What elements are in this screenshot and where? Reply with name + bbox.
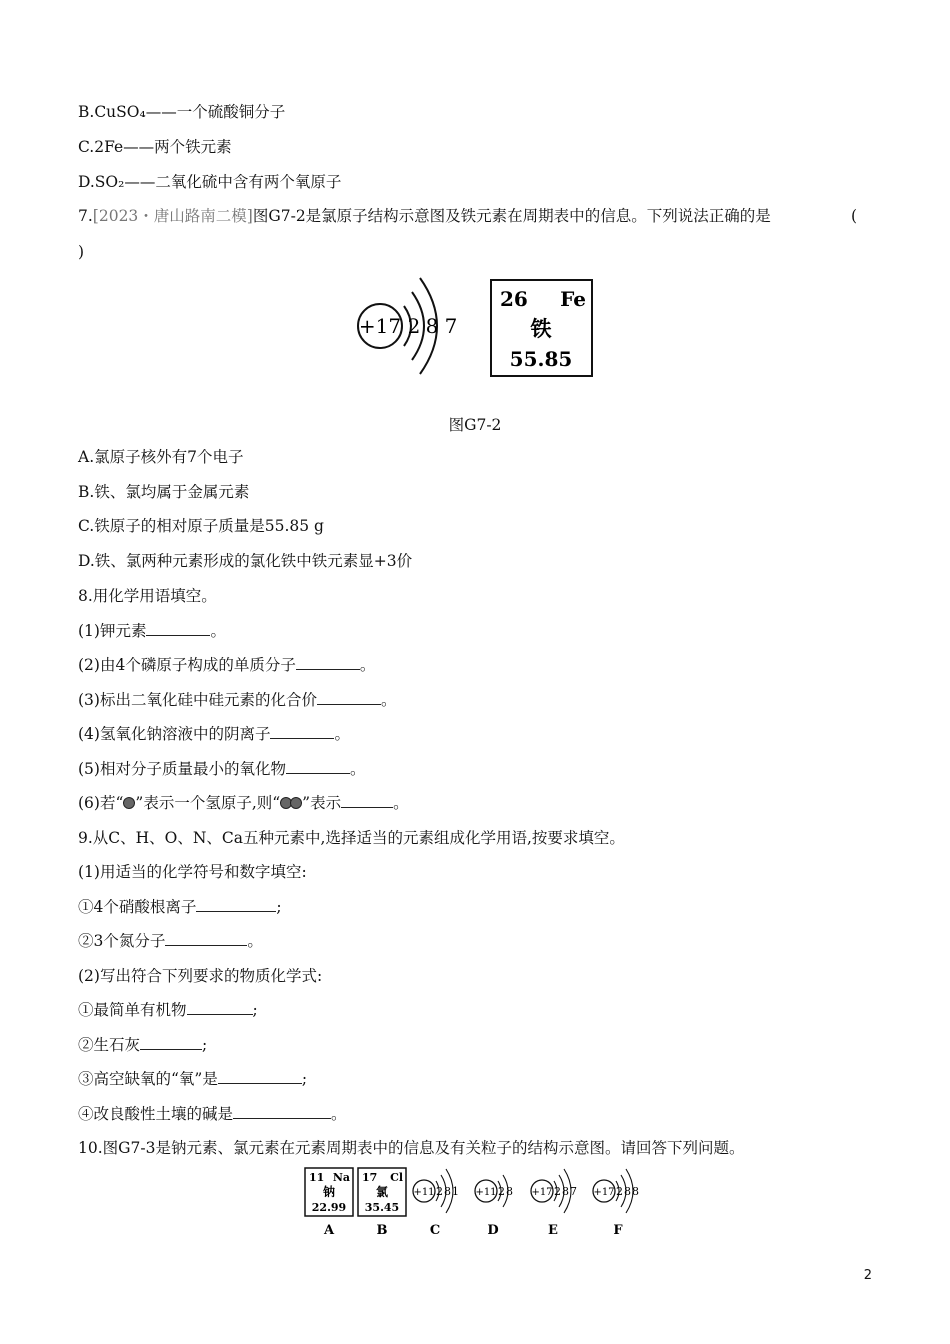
q9-part2-item-4 <box>78 1104 347 1124</box>
answer-blank[interactable] <box>140 1035 202 1050</box>
answer-blank[interactable] <box>165 931 247 946</box>
q7-stem <box>78 206 771 226</box>
q7-option-b: B.铁、氯均属于金属元素 <box>78 483 250 501</box>
iron-symbol: Fe <box>560 287 586 311</box>
particle-c-nucleus: +11 <box>413 1187 435 1198</box>
q9-part1-item-1-text: ①4个硝酸根离子 <box>78 898 197 916</box>
answer-blank[interactable] <box>317 690 381 705</box>
q9-part2-item-3-end: ; <box>301 1070 308 1088</box>
sodium-atomic-number: 11 <box>309 1171 325 1184</box>
shell-count-2: 8 <box>425 314 439 338</box>
q9-part1-item-2-end: 。 <box>247 932 263 950</box>
page-number: 2 <box>863 1268 872 1283</box>
particle-d-nucleus: +11 <box>475 1187 497 1198</box>
q9-part2-item-1 <box>78 1000 258 1020</box>
q9-part2-item-4-text: ④改良酸性土壤的碱是 <box>78 1105 234 1123</box>
q9-part-1: (1)用适当的化学符号和数字填空: <box>78 863 307 881</box>
q9-part2-item-2-text: ②生石灰 <box>78 1036 141 1054</box>
chlorine-symbol: Cl <box>390 1171 403 1184</box>
q9-part-2: (2)写出符合下列要求的物质化学式: <box>78 967 323 985</box>
q8-item-5-text: (5)相对分子质量最小的氧化物 <box>78 760 286 778</box>
q8-item-1 <box>78 621 226 641</box>
q9-part2-item-2-end: ; <box>202 1036 208 1054</box>
q7-citation: [2023・唐山路南二模] <box>92 207 253 225</box>
chlorine-atomic-mass: 35.45 <box>364 1201 400 1214</box>
q8-item-6 <box>78 793 409 813</box>
q8-item-1-text: (1)钾元素 <box>78 622 147 640</box>
particle-e-nucleus: +17 <box>531 1187 553 1198</box>
shell-count-3: 7 <box>444 314 458 338</box>
answer-blank[interactable] <box>233 1104 331 1119</box>
answer-blank[interactable] <box>270 724 334 739</box>
q8-item-5 <box>78 759 365 779</box>
chlorine-nucleus-charge: +17 <box>358 314 402 338</box>
answer-blank[interactable] <box>296 655 360 670</box>
q8-item-2-text: (2)由4个磷原子构成的单质分子 <box>78 656 296 674</box>
sodium-symbol: Na <box>332 1171 350 1184</box>
sodium-atomic-mass: 22.99 <box>311 1201 347 1214</box>
q10-stem: 10.图G7-3是钠元素、氯元素在元素周期表中的信息及有关粒子的结构示意图。请回答下列问题。 <box>78 1139 745 1157</box>
q9-part2-item-3 <box>78 1069 307 1089</box>
label-c: C <box>429 1223 441 1238</box>
iron-atomic-mass: 55.85 <box>509 347 573 371</box>
q8-item-6-end: 。 <box>393 794 409 812</box>
q8-item-1-end: 。 <box>210 622 226 640</box>
answer-blank[interactable] <box>187 1000 253 1015</box>
particle-f-nucleus: +17 <box>593 1187 615 1198</box>
label-e: E <box>548 1223 558 1238</box>
q9-part2-item-4-end: 。 <box>331 1105 347 1123</box>
q9-part2-item-1-text: ①最简单有机物 <box>78 1001 187 1019</box>
q7-paren-open: ( <box>851 207 858 225</box>
iron-element-tile <box>491 280 592 376</box>
answer-blank[interactable] <box>196 897 276 912</box>
iron-atomic-number: 26 <box>500 287 528 311</box>
q9-part2-item-2 <box>78 1035 207 1055</box>
label-d: D <box>487 1223 499 1238</box>
q8-item-4-end: 。 <box>334 725 350 743</box>
q8-item-3 <box>78 690 396 710</box>
q8-item-6-part-2: ”表示一个氢原子,则“ <box>135 794 281 812</box>
particle-f-shells: 288 <box>616 1185 640 1198</box>
q8-item-6-part-3: ”表示 <box>302 794 342 812</box>
q6-option-c: C.2Fe——两个铁元素 <box>78 138 232 156</box>
q7-number: 7. <box>78 207 93 225</box>
particle-e-diagram <box>531 1169 578 1238</box>
hydrogen-molecule-icon <box>280 794 302 812</box>
q10-figure <box>300 1163 660 1243</box>
q7-stem-text: 图G7-2是氯原子结构示意图及铁元素在周期表中的信息。下列说法正确的是 <box>252 207 771 225</box>
q9-stem: 9.从C、H、O、N、Ca五种元素中,选择适当的元素组成化学用语,按要求填空。 <box>78 829 625 847</box>
hydrogen-atom-icon <box>123 797 135 809</box>
q9-part1-item-1-end: ; <box>276 898 282 916</box>
label-f: F <box>613 1223 623 1238</box>
particle-c-diagram <box>413 1169 460 1238</box>
q8-item-4 <box>78 724 350 744</box>
chlorine-element-tile <box>358 1168 406 1238</box>
answer-blank[interactable] <box>146 621 210 636</box>
q7-option-a: A.氯原子核外有7个电子 <box>78 448 244 466</box>
q9-part1-item-1 <box>78 897 282 917</box>
answer-blank[interactable] <box>341 793 393 808</box>
q8-item-4-text: (4)氢氧化钠溶液中的阴离子 <box>78 725 271 743</box>
particle-d-diagram <box>475 1175 514 1238</box>
label-a: A <box>323 1223 335 1238</box>
q6-option-b: B.CuSO₄——一个硫酸铜分子 <box>78 103 286 121</box>
q8-item-6-part-1: (6)若“ <box>78 794 124 812</box>
q8-stem: 8.用化学用语填空。 <box>78 587 217 605</box>
q9-part2-item-1-end: ; <box>252 1001 258 1019</box>
particle-f-diagram <box>593 1169 640 1238</box>
chlorine-name: 氯 <box>375 1185 389 1199</box>
q8-item-3-end: 。 <box>380 691 397 709</box>
q9-part1-item-2 <box>78 931 263 951</box>
q9-part1-item-2-text: ②3个氮分子 <box>78 932 166 950</box>
q8-item-3-text: (3)标出二氧化硅中硅元素的化合价 <box>78 691 317 709</box>
q8-item-2 <box>78 655 375 675</box>
sodium-name: 钠 <box>322 1185 336 1199</box>
iron-name: 铁 <box>530 316 552 341</box>
figure-caption-g7-2: 图G7-2 <box>448 416 502 434</box>
q8-item-2-end: 。 <box>359 656 376 674</box>
answer-blank[interactable] <box>286 759 350 774</box>
q7-figure <box>350 270 610 385</box>
particle-c-shells: 281 <box>436 1185 460 1198</box>
label-b: B <box>376 1223 388 1238</box>
shell-count-1: 2 <box>407 314 421 338</box>
particle-e-shells: 287 <box>554 1185 578 1198</box>
particle-d-shells: 28 <box>498 1185 514 1198</box>
answer-blank[interactable] <box>218 1069 302 1084</box>
q7-paren-close: ) <box>78 243 85 261</box>
sodium-element-tile <box>305 1168 353 1238</box>
chlorine-atomic-number: 17 <box>362 1171 378 1184</box>
q7-option-d: D.铁、氯两种元素形成的氯化铁中铁元素显+3价 <box>78 552 413 570</box>
q8-item-5-end: 。 <box>349 760 366 778</box>
q6-option-d: D.SO₂——二氧化硫中含有两个氧原子 <box>78 173 342 191</box>
chlorine-atom-diagram <box>358 278 457 374</box>
q9-part2-item-3-text: ③高空缺氧的“氧”是 <box>78 1070 218 1088</box>
q7-option-c: C.铁原子的相对原子质量是55.85 g <box>78 517 324 535</box>
